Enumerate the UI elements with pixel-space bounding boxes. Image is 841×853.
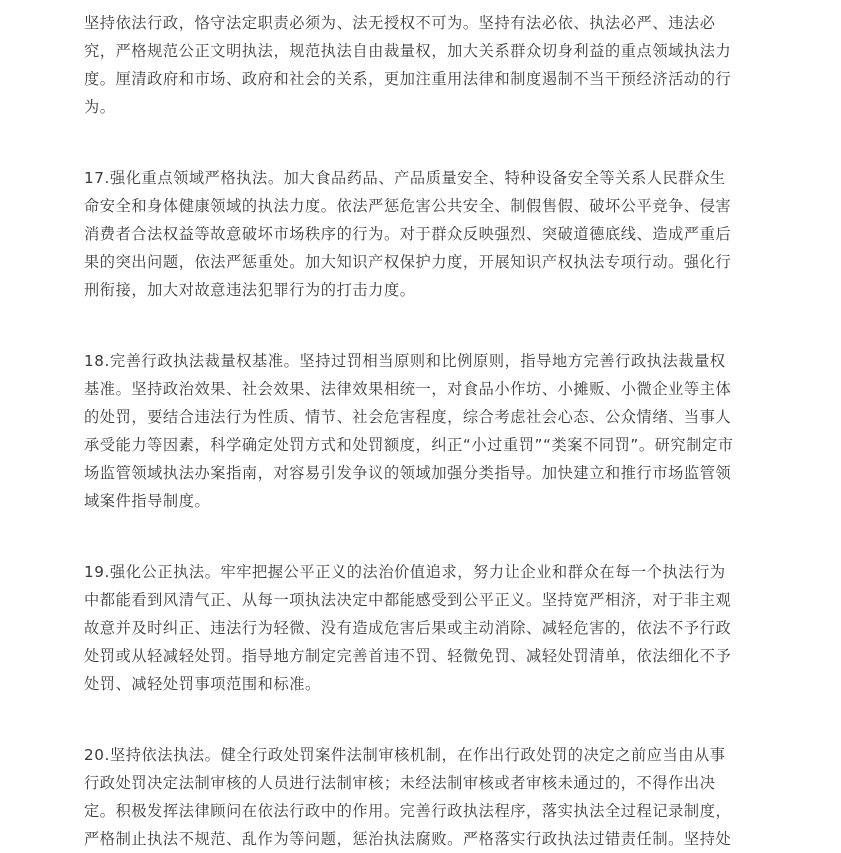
text-line: 20.坚持依法执法。健全行政处罚案件法制审核机制，在作出行政处罚的决定之前应当由从事 <box>84 746 726 764</box>
document-body <box>84 9 764 853</box>
text-line: 中都能看到风清气正、从每一项执法决定中都能感受到公平正义。坚持宽严相济，对于非主观 <box>84 591 732 609</box>
text-line: 行政处罚决定法制审核的人员进行法制审核；未经法制审核或者审核未通过的，不得作出决 <box>84 774 716 792</box>
text-line: 刑衔接，加大对故意违法犯罪行为的打击力度。 <box>84 281 416 299</box>
text-line: 坚持依法行政，恪守法定职责必须为、法无授权不可为。坚持有法必依、执法必严、违法必 <box>84 14 716 32</box>
text-line: 消费者合法权益等故意破坏市场秩序的行为。对于群众反映强烈、突破道德底线、造成严重后 <box>84 225 732 243</box>
text-line: 承受能力等因素，科学确定处罚方式和处罚额度，纠正“小过重罚”“类案不同罚”。研究制定市 <box>84 436 734 454</box>
text-line: 处罚或从轻减轻处罚。指导地方制定完善首违不罚、轻微免罚、减轻处罚清单，依法细化不予 <box>84 647 732 665</box>
paragraph-intro <box>84 9 764 121</box>
text-line: 基准。坚持政治效果、社会效果、法律效果相统一，对食品小作坊、小摊贩、小微企业等主体 <box>84 380 732 398</box>
text-line: 19.强化公正执法。牢牢把握公平正义的法治价值追求，努力让企业和群众在每一个执法行为 <box>84 563 726 581</box>
paragraph-18 <box>84 347 764 515</box>
text-line: 18.完善行政执法裁量权基准。坚持过罚相当原则和比例原则，指导地方完善行政执法裁量权 <box>84 352 726 370</box>
text-line: 定。积极发挥法律顾问在依法行政中的作用。完善行政执法程序，落实执法全过程记录制度， <box>84 802 732 820</box>
text-line: 严格制止执法不规范、乱作为等问题，惩治执法腐败。严格落实行政执法过错责任制。坚持处 <box>84 830 732 848</box>
paragraph-gap <box>84 304 764 347</box>
paragraph-gap <box>84 515 764 558</box>
paragraph-20 <box>84 741 764 853</box>
text-line: 处罚、减轻处罚事项范围和标准。 <box>84 675 321 693</box>
paragraph-19 <box>84 558 764 698</box>
text-line: 命安全和身体健康领域的执法力度。依法严惩危害公共安全、制假售假、破坏公平竞争、侵害 <box>84 197 732 215</box>
text-line: 究，严格规范公正文明执法，规范执法自由裁量权，加大关系群众切身利益的重点领域执法力 <box>84 42 732 60</box>
text-line: 度。厘清政府和市场、政府和社会的关系，更加注重用法律和制度遏制不当干预经济活动的行 <box>84 70 732 88</box>
text-line: 的处罚，要结合违法行为性质、情节、社会危害程度，综合考虑社会心态、公众情绪、当事人 <box>84 408 732 426</box>
text-line: 为。 <box>84 98 116 116</box>
paragraph-gap <box>84 121 764 164</box>
text-line: 域案件指导制度。 <box>84 492 211 510</box>
paragraph-gap <box>84 698 764 741</box>
text-line: 故意并及时纠正、违法行为轻微、没有造成危害后果或主动消除、减轻危害的，依法不予行政 <box>84 619 732 637</box>
text-line: 17.强化重点领域严格执法。加大食品药品、产品质量安全、特种设备安全等关系人民群众生 <box>84 169 726 187</box>
paragraph-17 <box>84 164 764 304</box>
text-line: 场监管领域执法办案指南，对容易引发争议的领域加强分类指导。加快建立和推行市场监管领 <box>84 464 732 482</box>
text-line: 果的突出问题，依法严惩重处。加大知识产权保护力度，开展知识产权执法专项行动。强化行 <box>84 253 732 271</box>
